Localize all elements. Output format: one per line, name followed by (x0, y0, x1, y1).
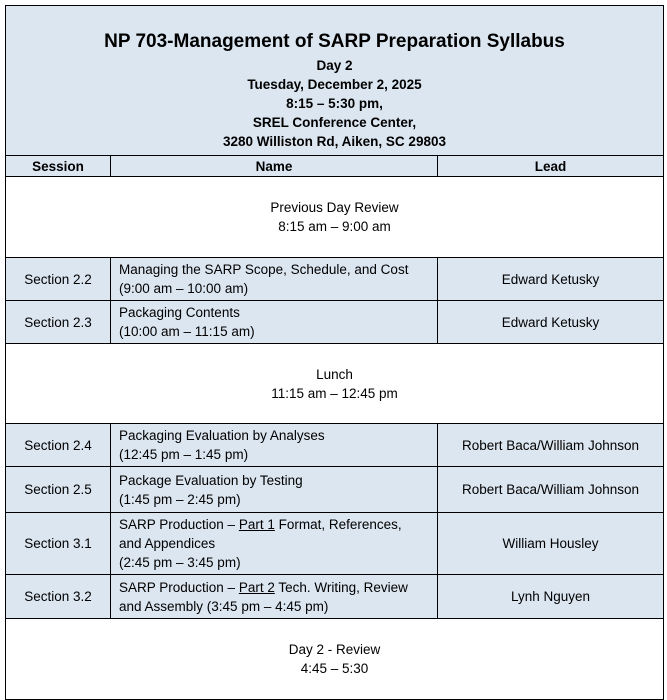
session-name (111, 513, 438, 575)
column-header-row (6, 156, 664, 177)
column-header-name: Name (111, 156, 438, 177)
syllabus-header-row (6, 6, 664, 156)
break-title: Day 2 - Review (288, 642, 381, 657)
session-name (111, 301, 438, 344)
session-id: Section 2.2 (6, 258, 111, 301)
column-header-lead: Lead (438, 156, 664, 177)
session-row (6, 258, 664, 301)
break-title: Lunch (316, 366, 353, 382)
session-prefix: SARP Production – (119, 517, 239, 532)
session-title: Packaging Evaluation by Analyses (119, 428, 325, 443)
session-row (6, 424, 664, 467)
part-label: Part 1 (238, 517, 275, 532)
session-title: Packaging Contents (119, 305, 240, 320)
session-row (6, 301, 664, 344)
syllabus-table (5, 5, 664, 700)
session-title-line (119, 578, 433, 597)
address-label: 3280 Williston Rd, Aiken, SC 29803 (223, 134, 446, 149)
session-lead: Edward Ketusky (438, 258, 664, 301)
session-name (111, 467, 438, 513)
session-row (6, 513, 664, 575)
session-id: Section 3.2 (6, 575, 111, 619)
session-title-cont: and Assembly (3:45 pm – 4:45 pm) (119, 598, 329, 614)
break-row (6, 177, 664, 258)
session-time: (12:45 pm – 1:45 pm) (119, 447, 249, 462)
session-title: Managing the SARP Scope, Schedule, and Cost (119, 262, 409, 277)
syllabus-title: NP 703-Management of SARP Preparation Syllabus (104, 31, 565, 52)
session-time: (2:45 pm – 3:45 pm) (119, 555, 241, 570)
break-title: Previous Day Review (270, 200, 399, 215)
session-name (111, 424, 438, 467)
session-id: Section 2.3 (6, 301, 111, 344)
break-cell (6, 177, 664, 258)
session-row (6, 575, 664, 619)
break-row (6, 344, 664, 424)
session-title-rest: Format, References, (274, 517, 402, 532)
session-title-rest: Tech. Writing, Review (274, 579, 408, 595)
date-label: Tuesday, December 2, 2025 (247, 77, 422, 92)
break-cell (6, 344, 664, 424)
session-name (111, 575, 438, 619)
session-lead: Robert Baca/William Johnson (438, 424, 664, 467)
break-cell (6, 619, 664, 700)
break-time: 11:15 am – 12:45 pm (271, 385, 398, 401)
session-lead: Robert Baca/William Johnson (438, 467, 664, 513)
break-time: 4:45 – 5:30 (300, 661, 369, 676)
session-id: Section 2.4 (6, 424, 111, 467)
session-title-line (119, 515, 433, 534)
session-prefix: SARP Production – (119, 579, 239, 595)
session-title-cont: and Appendices (119, 536, 216, 551)
session-time: (1:45 pm – 2:45 pm) (119, 491, 241, 507)
session-time: (9:00 am – 10:00 am) (119, 281, 249, 296)
column-header-session: Session (6, 156, 111, 177)
venue-label: SREL Conference Center, (252, 115, 417, 130)
session-row (6, 467, 664, 513)
session-title: Package Evaluation by Testing (119, 472, 303, 488)
session-id: Section 2.5 (6, 467, 111, 513)
session-lead: Lynh Nguyen (438, 575, 664, 619)
day-label: Day 2 (316, 58, 353, 73)
session-time: (10:00 am – 11:15 am) (119, 324, 255, 339)
session-lead: Edward Ketusky (438, 301, 664, 344)
syllabus-header (6, 6, 664, 156)
part-label: Part 2 (238, 579, 275, 595)
session-id: Section 3.1 (6, 513, 111, 575)
session-name (111, 258, 438, 301)
break-time: 8:15 am – 9:00 am (278, 219, 391, 234)
time-label: 8:15 – 5:30 pm, (286, 96, 383, 111)
break-row (6, 619, 664, 700)
session-lead: William Housley (438, 513, 664, 575)
